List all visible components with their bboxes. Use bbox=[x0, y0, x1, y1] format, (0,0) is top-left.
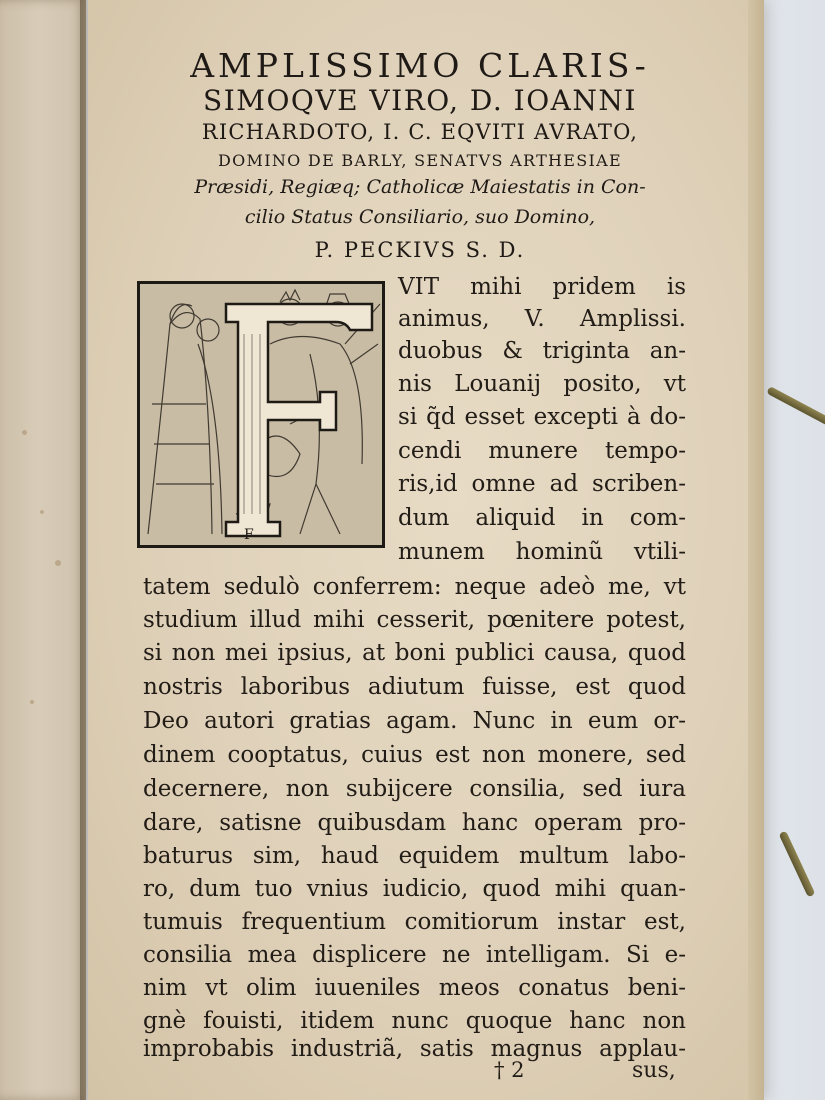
text-line: nis Louanij posito, vt bbox=[398, 371, 686, 397]
text-line: munem hominũ vtili- bbox=[398, 539, 686, 565]
text-line: improbabis industriã, satis magnus applau- bbox=[143, 1036, 686, 1062]
text-line: tatem sedulò conferrem: neque adeò me, vt bbox=[143, 574, 686, 600]
text-line: ro, dum tuo vnius iudicio, quod mihi quan- bbox=[143, 876, 686, 902]
text-line: dum aliquid in com- bbox=[398, 505, 686, 531]
text-line: Deo autori gratias agam. Nunc in eum or- bbox=[143, 708, 686, 734]
catchword: sus, bbox=[632, 1058, 676, 1083]
dedication-author: P. PECKIVS S. D. bbox=[314, 238, 526, 262]
dedication-heading-line-2: SIMOQVE VIRO, D. IOANNI bbox=[203, 84, 637, 117]
dedication-heading-line-5: Præsidi, Regiæq; Catholicæ Maiestatis in Con- bbox=[194, 176, 646, 198]
woodcut-initial-F-icon bbox=[137, 281, 385, 548]
page-edge bbox=[748, 0, 764, 1100]
dedication-heading-line-1: AMPLISSIMO CLARIS- bbox=[190, 46, 650, 85]
text-line: duobus & triginta an- bbox=[398, 338, 686, 364]
text-line: cendi munere tempo- bbox=[398, 438, 686, 464]
text-line: dare, satisne quibusdam hanc operam pro- bbox=[143, 810, 686, 836]
foxing-spot bbox=[30, 700, 34, 704]
dedication-heading-line-3: RICHARDOTO, I. C. EQVITI AVRATO, bbox=[201, 120, 639, 144]
text-line: si non mei ipsius, at boni publici causa, quod bbox=[143, 640, 686, 666]
text-line: studium illud mihi cesserit, pœnitere potest, bbox=[143, 607, 686, 633]
woodcut-initial-letter: F bbox=[244, 527, 254, 543]
text-line: si q̃d esset excepti à do- bbox=[398, 404, 686, 430]
signature-mark: † 2 bbox=[494, 1058, 525, 1082]
text-line: animus, V. Amplissi. bbox=[398, 306, 686, 332]
text-line: nim vt olim iuueniles meos conatus beni- bbox=[143, 975, 686, 1001]
left-page-edge bbox=[0, 0, 86, 1100]
text-line: ris,id omne ad scriben- bbox=[398, 471, 686, 497]
text-line: VIT mihi pridem is bbox=[398, 274, 686, 300]
text-line: nostris laboribus adiutum fuisse, est quod bbox=[143, 674, 686, 700]
dedication-heading-line-4: DOMINO DE BARLY, SENATVS ARTHESIAE bbox=[217, 151, 622, 170]
text-line: tumuis frequentium comitiorum instar est, bbox=[143, 909, 686, 935]
dedication-heading-line-6: cilio Status Consiliario, suo Domino, bbox=[244, 206, 596, 228]
text-line: consilia mea displicere ne intelligam. Si e- bbox=[143, 942, 686, 968]
text-line: decernere, non subijcere consilia, sed iura bbox=[143, 776, 686, 802]
foxing-spot bbox=[40, 510, 44, 514]
text-line: baturus sim, haud equidem multum labo- bbox=[143, 843, 686, 869]
text-line: gnè fouisti, itidem nunc quoque hanc non bbox=[143, 1008, 686, 1034]
foxing-spot bbox=[22, 430, 27, 435]
foxing-spot bbox=[55, 560, 61, 566]
text-line: dinem cooptatus, cuius est non monere, sed bbox=[143, 742, 686, 768]
